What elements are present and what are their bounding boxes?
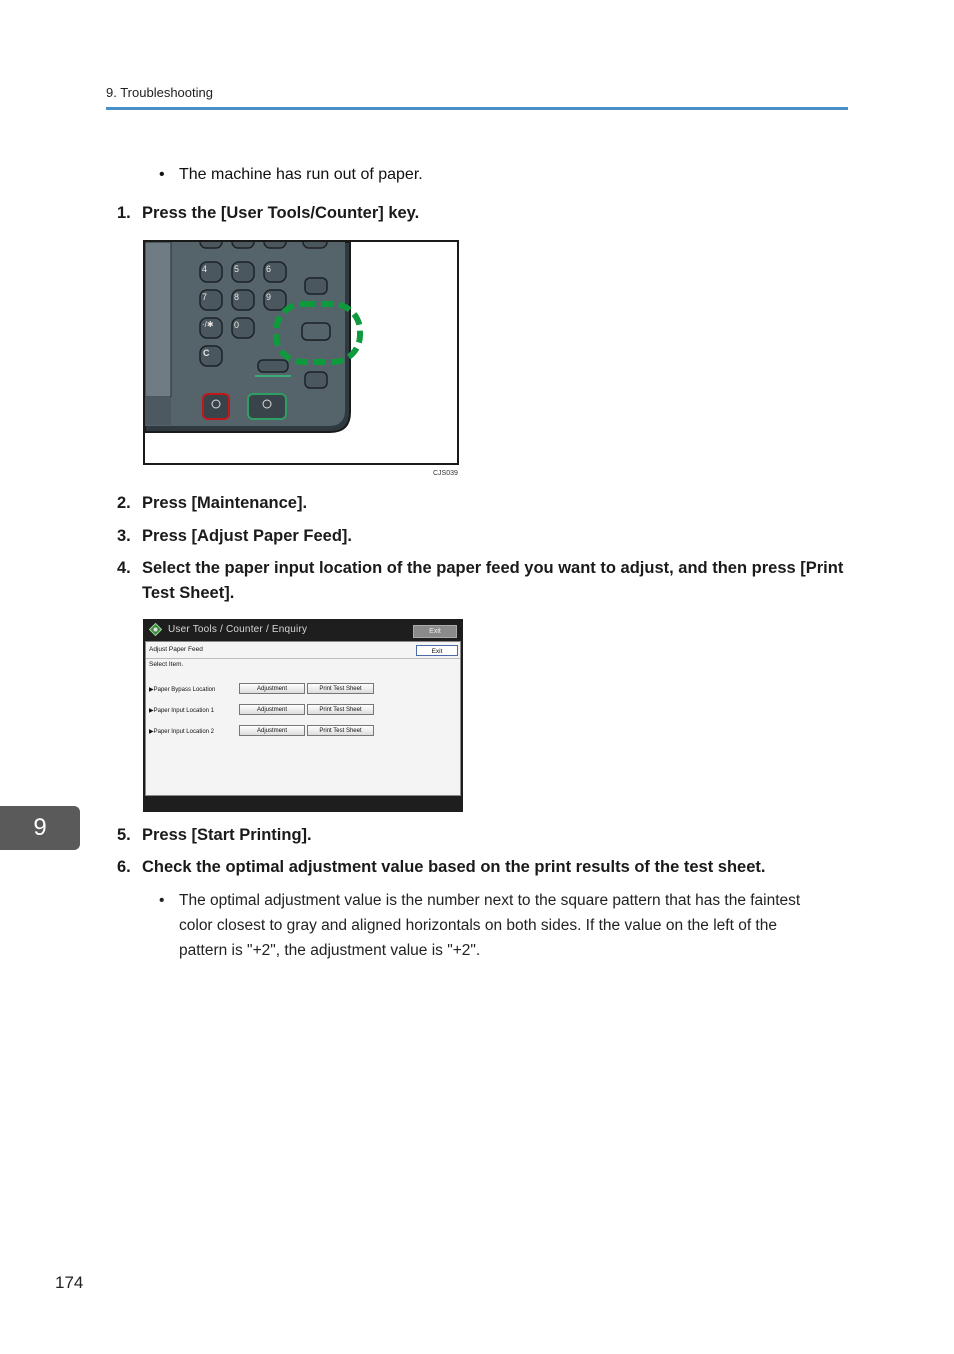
step-text: Press [Start Printing]. <box>142 826 312 844</box>
step-text: Press the [User Tools/Counter] key. <box>142 204 420 222</box>
intro-bullet <box>159 166 559 186</box>
key-clear-label: C <box>203 348 210 358</box>
key-symbol-label: ·/✱ <box>202 320 214 329</box>
intro-bullet-text: The machine has run out of paper. <box>179 166 423 183</box>
step-number: 3. <box>117 527 131 545</box>
key-8-label: 8 <box>234 292 240 302</box>
adjustment-button-input-2[interactable]: Adjustment <box>239 725 305 736</box>
screen-body <box>145 641 461 796</box>
print-test-sheet-button-input-2[interactable]: Print Test Sheet <box>307 725 374 736</box>
result-text-line-1: The optimal adjustment value is the number next to the square pattern that has the faintest <box>179 892 801 909</box>
step-1 <box>117 204 817 226</box>
step-6 <box>117 858 847 880</box>
step-3 <box>117 527 817 549</box>
header-rule <box>106 107 848 110</box>
key-4-label: 4 <box>202 264 208 274</box>
step-text: Check the optimal adjustment value based on the print results of the test sheet. <box>142 858 766 876</box>
row-label-bypass: ▶Paper Bypass Location <box>149 687 216 693</box>
bullet-dot: • <box>159 166 165 183</box>
step-text-line-1: Select the paper input location of the paper feed you want to adjust, and then press [Print <box>142 559 844 577</box>
step-number: 4. <box>117 559 131 577</box>
key-9-label: 9 <box>266 292 272 302</box>
step-text: Press [Maintenance]. <box>142 494 308 512</box>
step-number: 5. <box>117 826 131 844</box>
step-number: 2. <box>117 494 131 512</box>
figure-caption: CJS039 <box>433 470 458 477</box>
divider <box>146 658 460 659</box>
result-text-line-3: pattern is "+2", the adjustment value is "+2". <box>179 942 481 959</box>
page-number: 174 <box>55 1273 84 1292</box>
key-5-label: 5 <box>234 264 240 274</box>
adjustment-button-input-1[interactable]: Adjustment <box>239 704 305 715</box>
step-2 <box>117 494 817 516</box>
key-7-label: 7 <box>202 292 208 302</box>
adjust-paper-feed-screen <box>143 619 463 812</box>
print-test-sheet-button-input-1[interactable]: Print Test Sheet <box>307 704 374 715</box>
step-text-line-2: Test Sheet]. <box>142 584 235 602</box>
step-number: 6. <box>117 858 131 876</box>
step-number: 1. <box>117 204 131 222</box>
running-header: 9. Troubleshooting <box>106 85 213 100</box>
exit-button[interactable]: Exit <box>416 645 458 656</box>
result-bullet <box>159 888 829 968</box>
chapter-tab: 9 <box>0 806 80 850</box>
print-test-sheet-button-bypass[interactable]: Print Test Sheet <box>307 683 374 694</box>
step-5 <box>117 826 817 848</box>
control-panel-illustration <box>143 240 459 465</box>
row-label-input-1: ▶Paper Input Location 1 <box>149 708 214 714</box>
step-4 <box>117 559 847 607</box>
screen-subtitle: Adjust Paper Feed <box>149 646 203 653</box>
result-text-line-2: color closest to gray and aligned horizontals on both sides. If the value on the left of the <box>179 917 777 934</box>
row-label-input-2: ▶Paper Input Location 2 <box>149 729 214 735</box>
adjustment-button-bypass[interactable]: Adjustment <box>239 683 305 694</box>
key-0-label: 0 <box>234 320 240 330</box>
step-text: Press [Adjust Paper Feed]. <box>142 527 352 545</box>
select-item-text: Select Item. <box>149 661 184 668</box>
user-tools-icon <box>149 623 162 636</box>
bullet-dot: • <box>159 892 165 909</box>
exit-top-button[interactable]: Exit <box>413 625 457 638</box>
screen-title: User Tools / Counter / Enquiry <box>168 624 308 635</box>
key-6-label: 6 <box>266 264 272 274</box>
control-panel-drawing <box>145 242 457 463</box>
